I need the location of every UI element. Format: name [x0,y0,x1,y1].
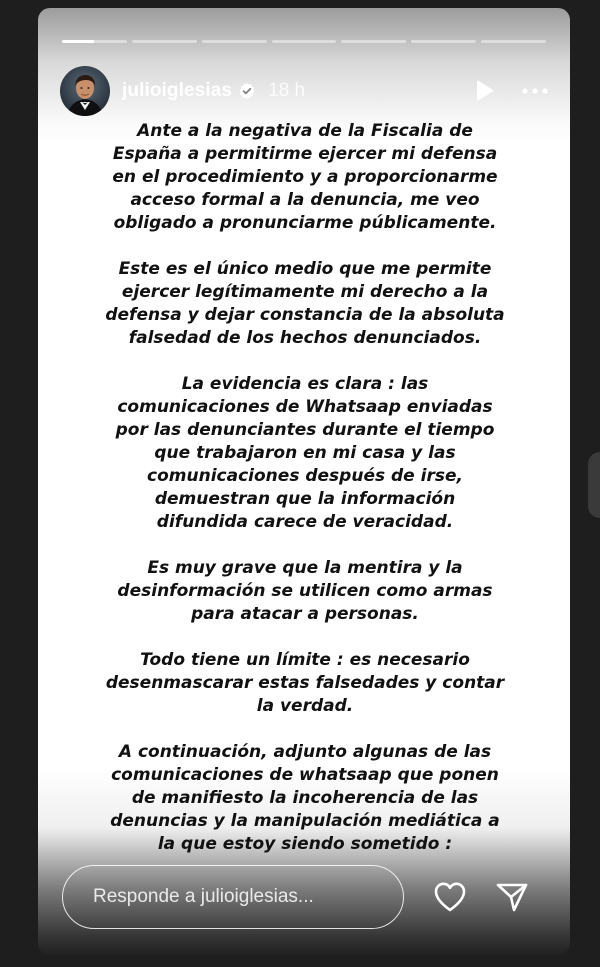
verified-badge-icon [238,82,256,100]
progress-segment [481,40,546,43]
avatar[interactable] [60,66,110,116]
progress-segment [341,40,406,43]
next-story-edge[interactable] [588,452,600,518]
heart-icon[interactable] [432,879,468,915]
username[interactable]: julioiglesias [122,80,233,101]
progress-segment [62,40,127,43]
story-text [60,120,550,879]
story-paragraph: Es muy grave que la mentira y la desinformación se utilicen como armas para atacar a personas. [117,558,493,624]
progress-segment [202,40,267,43]
story-header [60,64,550,118]
reply-input[interactable] [62,865,404,929]
story-paragraph: La evidencia es clara : las comunicaciones de Whatsaap enviadas por las denunciantes durante el tiempo que trabajaron en mi casa y las comunicaciones después de irse, demuestran que la información difundida carece de veracidad. [115,374,495,532]
send-icon[interactable] [494,879,530,915]
play-icon[interactable] [470,77,498,105]
story-paragraph: A continuación, adjunto algunas de las comunicaciones de whatsaap que ponen de manifiesto la incoherencia de las denuncias y la manipulación mediática a la que estoy siendo sometido : [110,742,500,854]
progress-segment [272,40,337,43]
story-footer [62,864,552,930]
progress-segment-fill [62,40,94,43]
post-time: 18 h [268,80,306,101]
story-card[interactable] [38,8,570,955]
story-progress-bar [62,40,546,43]
story-paragraph: Ante a la negativa de la Fiscalia de España a permitirme ejercer mi defensa en el procedimiento y a proporcionarme acceso formal a la denuncia, me veo obligado a pronunciarme públicamente. [112,121,498,233]
progress-segment [411,40,476,43]
story-paragraph: Este es el único medio que me permite ejercer legítimamente mi derecho a la defensa y dejar constancia de la absoluta falsedad de los hechos denunciados. [105,259,505,348]
story-paragraph: Todo tiene un límite : es necesario desenmascarar estas falsedades y contar la verdad. [105,650,505,716]
progress-segment [132,40,197,43]
more-options-icon[interactable] [520,77,550,105]
